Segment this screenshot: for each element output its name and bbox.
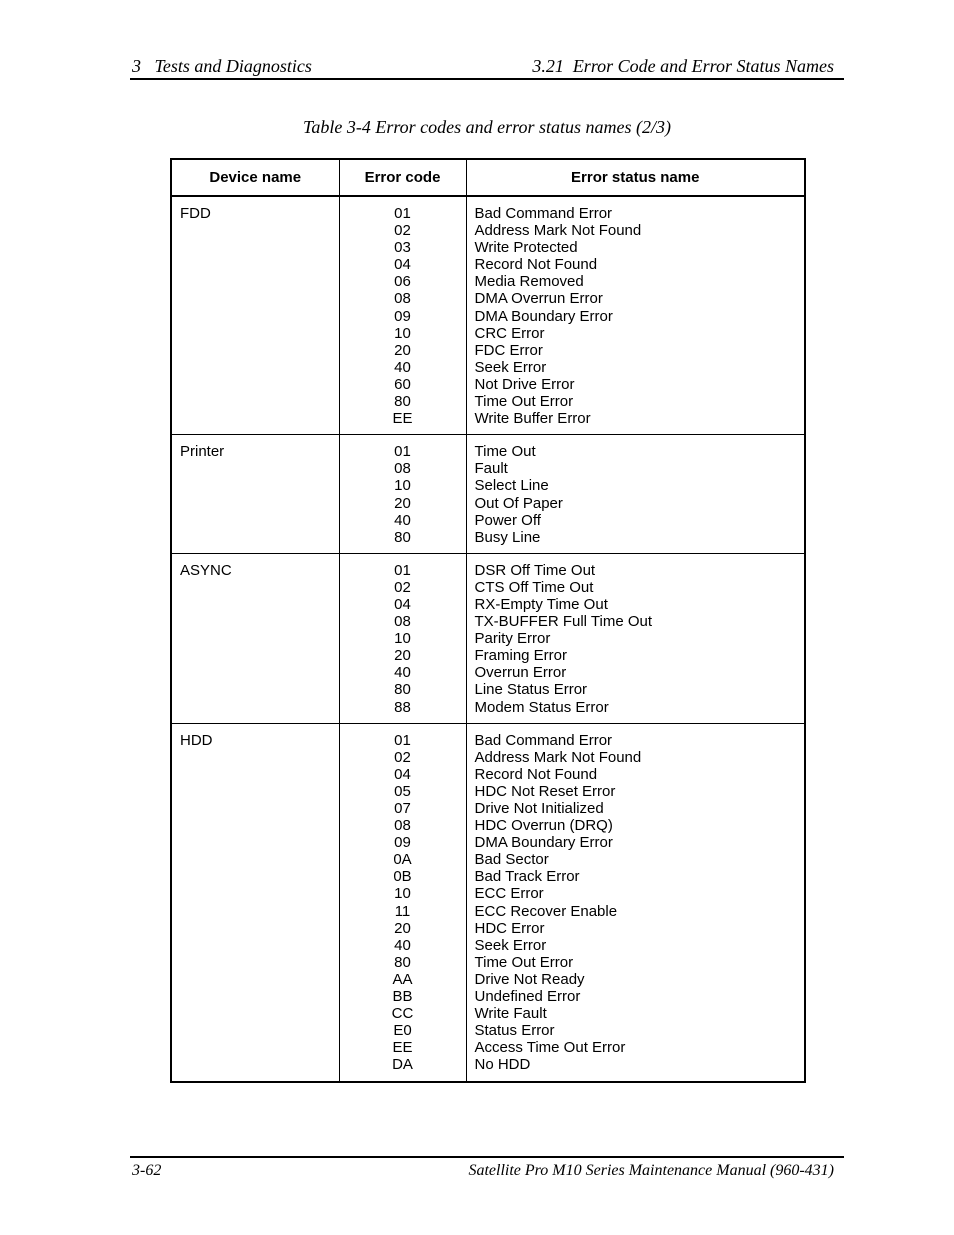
error-code: 04 — [394, 595, 411, 613]
error-code: 05 — [394, 782, 411, 800]
error-status-name: Power Off — [474, 511, 541, 529]
error-code: 09 — [394, 834, 411, 852]
error-status-name: DMA Boundary Error — [474, 834, 613, 852]
error-status-name: Write Protected — [474, 239, 578, 257]
error-status-cell — [466, 553, 805, 723]
error-code: 01 — [394, 561, 411, 579]
error-code: 20 — [394, 647, 411, 665]
column-header-code: Error code — [339, 159, 466, 196]
error-code: 10 — [394, 630, 411, 648]
error-code: 08 — [394, 613, 411, 631]
error-code: 08 — [394, 460, 411, 478]
error-code: 40 — [394, 358, 411, 376]
error-status-name: Time Out Error — [474, 393, 574, 411]
error-code: BB — [392, 988, 413, 1006]
device-name: HDD — [180, 731, 213, 749]
error-code-cell — [339, 435, 466, 554]
error-status-name: ECC Error — [474, 885, 544, 903]
error-status-cell — [466, 196, 805, 435]
device-name: Printer — [180, 443, 225, 461]
error-status-name: Bad Command Error — [474, 205, 613, 222]
error-status-name: Bad Sector — [474, 851, 549, 869]
error-code: 02 — [394, 222, 411, 240]
error-status-name: Bad Command Error — [474, 731, 613, 749]
error-status-name: TX-BUFFER Full Time Out — [474, 613, 653, 631]
error-code: 01 — [394, 731, 411, 749]
error-status-name: Framing Error — [474, 647, 568, 665]
error-status-name: Line Status Error — [474, 681, 588, 699]
table-header-row — [171, 159, 805, 196]
error-status-name: Parity Error — [474, 630, 551, 648]
error-code: 20 — [394, 341, 411, 359]
error-status-name: Not Drive Error — [474, 375, 575, 393]
error-status-cell — [466, 435, 805, 554]
device-name-cell — [171, 553, 339, 723]
error-status-name: DSR Off Time Out — [474, 561, 596, 579]
table-row — [171, 196, 805, 435]
error-code: 20 — [394, 919, 411, 937]
table-body — [171, 196, 805, 1082]
error-code: 88 — [394, 698, 411, 716]
error-code-cell — [339, 196, 466, 435]
error-code: 02 — [394, 748, 411, 766]
column-header-status: Error status name — [466, 159, 805, 196]
device-name-cell — [171, 196, 339, 435]
error-code: 80 — [394, 681, 411, 699]
error-status-name: Status Error — [474, 1022, 555, 1040]
error-status-name: Time Out — [474, 443, 536, 461]
error-codes-table — [170, 158, 806, 1083]
page-number: 3-62 — [132, 1162, 162, 1179]
error-code: 40 — [394, 511, 411, 529]
error-code: CC — [391, 1005, 414, 1023]
error-status-name: HDC Not Reset Error — [474, 782, 616, 800]
error-status-name: FDC Error — [474, 341, 543, 359]
error-code: 80 — [394, 953, 411, 971]
error-code: 06 — [394, 273, 411, 291]
device-name-cell — [171, 723, 339, 1081]
device-name: ASYNC — [180, 561, 232, 579]
error-code: EE — [392, 410, 413, 428]
error-status-name: Fault — [474, 460, 508, 478]
error-status-name: No HDD — [474, 1056, 531, 1074]
error-status-name: ECC Recover Enable — [474, 902, 618, 920]
error-status-name: RX-Empty Time Out — [474, 595, 608, 613]
error-code: 01 — [394, 205, 411, 222]
error-status-name: Bad Track Error — [474, 868, 580, 886]
error-status-name: Address Mark Not Found — [474, 748, 642, 766]
error-status-name: Busy Line — [474, 528, 541, 546]
error-status-name: Select Line — [474, 477, 549, 495]
error-status-name: CTS Off Time Out — [474, 578, 594, 596]
error-code: 80 — [394, 528, 411, 546]
error-code-cell — [339, 553, 466, 723]
error-status-name: Write Fault — [474, 1005, 547, 1023]
error-status-name: Seek Error — [474, 936, 547, 954]
error-status-name: Record Not Found — [474, 765, 598, 783]
table-row — [171, 723, 805, 1081]
error-code: 0A — [393, 851, 412, 869]
error-code: 10 — [394, 477, 411, 495]
error-code: 02 — [394, 578, 411, 596]
error-status-name: Write Buffer Error — [474, 410, 591, 428]
error-status-name: HDC Overrun (DRQ) — [474, 817, 613, 835]
error-status-name: Modem Status Error — [474, 698, 609, 716]
error-code: 40 — [394, 664, 411, 682]
error-code: 04 — [394, 765, 411, 783]
error-status-name: DMA Boundary Error — [474, 307, 613, 325]
error-code: 01 — [394, 443, 411, 461]
table-row — [171, 435, 805, 554]
chapter-title: 3 Tests and Diagnostics — [132, 56, 312, 76]
error-status-name: Address Mark Not Found — [474, 222, 642, 240]
error-status-name: Record Not Found — [474, 256, 598, 274]
error-code: 03 — [394, 239, 411, 257]
table-row — [171, 553, 805, 723]
error-code: 10 — [394, 885, 411, 903]
error-code: 11 — [394, 902, 411, 920]
error-code: DA — [392, 1056, 413, 1074]
error-code: 40 — [394, 936, 411, 954]
error-status-name: Undefined Error — [474, 988, 581, 1006]
error-status-name: Drive Not Ready — [474, 970, 585, 988]
error-code: 07 — [394, 800, 411, 817]
error-code-cell — [339, 723, 466, 1081]
table-caption: Table 3-4 Error codes and error status names (2/3) — [303, 117, 671, 137]
error-code: AA — [392, 970, 413, 988]
error-status-name: Out Of Paper — [474, 494, 563, 512]
error-status-cell — [466, 723, 805, 1081]
page-footer — [130, 1156, 844, 1179]
error-code: 10 — [394, 324, 411, 342]
error-status-name: Overrun Error — [474, 664, 567, 682]
column-header-device: Device name — [171, 159, 339, 196]
section-title: 3.21 Error Code and Error Status Names — [532, 56, 834, 76]
error-status-name: Media Removed — [474, 273, 584, 291]
error-code: 08 — [394, 817, 411, 835]
error-code: 60 — [394, 375, 411, 393]
error-status-name: Drive Not Initialized — [474, 800, 604, 817]
error-status-name: HDC Error — [474, 919, 545, 937]
device-name-cell — [171, 435, 339, 554]
error-code: 80 — [394, 393, 411, 411]
error-status-name: Access Time Out Error — [474, 1039, 626, 1057]
error-code: 08 — [394, 290, 411, 308]
page-header — [130, 54, 844, 80]
device-name: FDD — [180, 205, 211, 222]
error-code: 04 — [394, 256, 411, 274]
error-code: E0 — [393, 1022, 412, 1040]
error-status-name: Seek Error — [474, 358, 547, 376]
manual-title: Satellite Pro M10 Series Maintenance Manual (960-431) — [468, 1162, 834, 1179]
error-code: EE — [392, 1039, 413, 1057]
error-status-name: DMA Overrun Error — [474, 290, 603, 308]
error-status-name: CRC Error — [474, 324, 545, 342]
error-status-name: Time Out Error — [474, 953, 574, 971]
error-code: 09 — [394, 307, 411, 325]
error-code: 0B — [393, 868, 412, 886]
error-code: 20 — [394, 494, 411, 512]
